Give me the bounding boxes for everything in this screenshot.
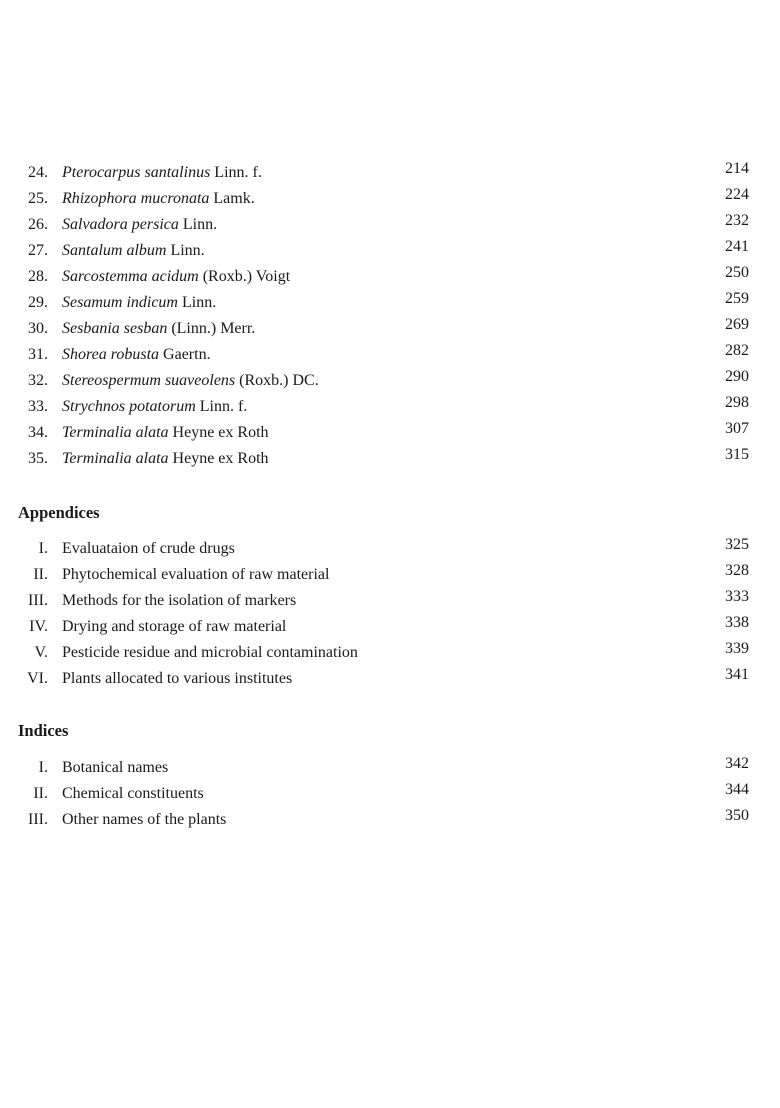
botanical-name: Rhizophora mucronata [62, 190, 210, 207]
entry-title [62, 160, 262, 186]
toc-entry [0, 238, 780, 264]
entry-number: 24. [28, 164, 48, 181]
entry-number: 25. [28, 190, 48, 207]
entry-number: 29. [28, 294, 48, 311]
entry-title: Plants allocated to various institutes [62, 670, 293, 687]
entry-number: 31. [28, 346, 48, 363]
entry-title [62, 264, 290, 290]
toc-entry [0, 394, 780, 420]
author-citation: Lamk. [213, 190, 255, 207]
author-citation: (Roxb.) DC. [239, 372, 319, 389]
botanical-name: Santalum album [62, 242, 167, 259]
entry-number: V. [34, 644, 48, 661]
entry-title [62, 186, 255, 212]
toc-entry [0, 368, 780, 394]
entry-number: 26. [28, 216, 48, 233]
page-number: 214 [725, 160, 749, 177]
toc-entry [0, 342, 780, 368]
entry-title [62, 316, 255, 342]
page-number: 339 [725, 640, 749, 657]
entry-number: II. [33, 566, 48, 583]
entry-title [62, 446, 269, 472]
author-citation: Linn. f. [214, 164, 262, 181]
entry-number: 32. [28, 372, 48, 389]
page-number: 298 [725, 394, 749, 411]
toc-entry [0, 290, 780, 316]
botanical-name: Sesbania sesban [62, 320, 168, 337]
entry-title [62, 290, 216, 316]
entry-number: 33. [28, 398, 48, 415]
page-number: 325 [725, 536, 749, 553]
appendices-heading: Appendices [18, 503, 100, 522]
page-number: 315 [725, 446, 749, 463]
entry-number: III. [28, 811, 48, 828]
entry-number: VI. [27, 670, 48, 687]
botanical-name: Strychnos potatorum [62, 398, 196, 415]
author-citation: Linn. f. [199, 398, 248, 415]
entry-number: I. [38, 540, 48, 557]
page-number: 307 [725, 420, 749, 437]
page-number: 333 [725, 588, 749, 605]
toc-entry [0, 420, 780, 446]
author-citation: Linn. [170, 242, 205, 259]
indices-heading: Indices [18, 721, 69, 740]
entry-number: III. [28, 592, 48, 609]
author-citation: Linn. [182, 216, 218, 233]
page-number: 232 [725, 212, 749, 229]
toc-entry [0, 588, 780, 614]
entry-title: Phytochemical evaluation of raw material [62, 566, 330, 583]
page-number: 344 [725, 781, 749, 798]
entry-title [62, 342, 211, 368]
toc-entry [0, 755, 780, 781]
toc-entry [0, 186, 780, 212]
toc-entry [0, 562, 780, 588]
appendices-list [0, 536, 780, 692]
page-number: 250 [725, 264, 749, 281]
entry-title: Drying and storage of raw material [62, 618, 287, 635]
page-number: 341 [725, 666, 749, 683]
botanical-name: Pterocarpus santalinus [62, 164, 211, 181]
indices-list [0, 755, 780, 833]
toc-entry [0, 614, 780, 640]
page-number: 269 [725, 316, 749, 333]
entry-number: 28. [28, 268, 48, 285]
toc-entry [0, 536, 780, 562]
entry-title: Methods for the isolation of markers [62, 592, 297, 609]
author-citation: (Roxb.) Voigt [202, 268, 291, 285]
entry-title: Evaluataion of crude drugs [62, 540, 235, 557]
entry-number: 35. [28, 450, 48, 467]
toc-entry [0, 807, 780, 833]
page-number: 259 [725, 290, 749, 307]
entry-title: Pesticide residue and microbial contamination [62, 644, 358, 661]
toc-entry [0, 160, 780, 186]
page-number: 350 [725, 807, 749, 824]
author-citation: Gaertn. [163, 346, 211, 363]
entry-number: I. [38, 759, 48, 776]
toc-entry [0, 640, 780, 666]
entry-title: Other names of the plants [62, 811, 227, 828]
botanical-name: Stereospermum suaveolens [62, 372, 236, 389]
botanical-name: Terminalia alata [62, 424, 169, 441]
botanical-name: Sesamum indicum [62, 294, 178, 311]
page-number: 328 [725, 562, 749, 579]
entry-title [62, 368, 319, 394]
toc-entry [0, 446, 780, 472]
page-number: 282 [725, 342, 749, 359]
page-number: 338 [725, 614, 749, 631]
toc-entry [0, 781, 780, 807]
botanical-name: Salvadora persica [62, 216, 179, 233]
entry-number: II. [33, 785, 48, 802]
author-citation: Heyne ex Roth [172, 450, 269, 467]
entry-title [62, 238, 205, 264]
toc-entry [0, 666, 780, 692]
entry-number: IV. [29, 618, 48, 635]
entry-number: 27. [28, 242, 48, 259]
botanical-name: Sarcostemma acidum [62, 268, 199, 285]
entry-title: Chemical constituents [62, 785, 204, 802]
page-number: 224 [725, 186, 749, 203]
page-number: 342 [725, 755, 749, 772]
author-citation: (Linn.) Merr. [171, 320, 256, 337]
toc-entry [0, 316, 780, 342]
page-number: 290 [725, 368, 749, 385]
botanical-name: Shorea robusta [62, 346, 160, 363]
author-citation: Heyne ex Roth [172, 424, 269, 441]
toc-entry [0, 264, 780, 290]
toc-entry [0, 212, 780, 238]
botanical-name: Terminalia alata [62, 450, 169, 467]
entry-title [62, 420, 269, 446]
plant-entries-list [0, 160, 780, 472]
entry-number: 34. [28, 424, 48, 441]
page-number: 241 [725, 238, 749, 255]
entry-number: 30. [28, 320, 48, 337]
author-citation: Linn. [181, 294, 217, 311]
entry-title [62, 212, 217, 238]
entry-title: Botanical names [62, 759, 169, 776]
entry-title [62, 394, 247, 420]
